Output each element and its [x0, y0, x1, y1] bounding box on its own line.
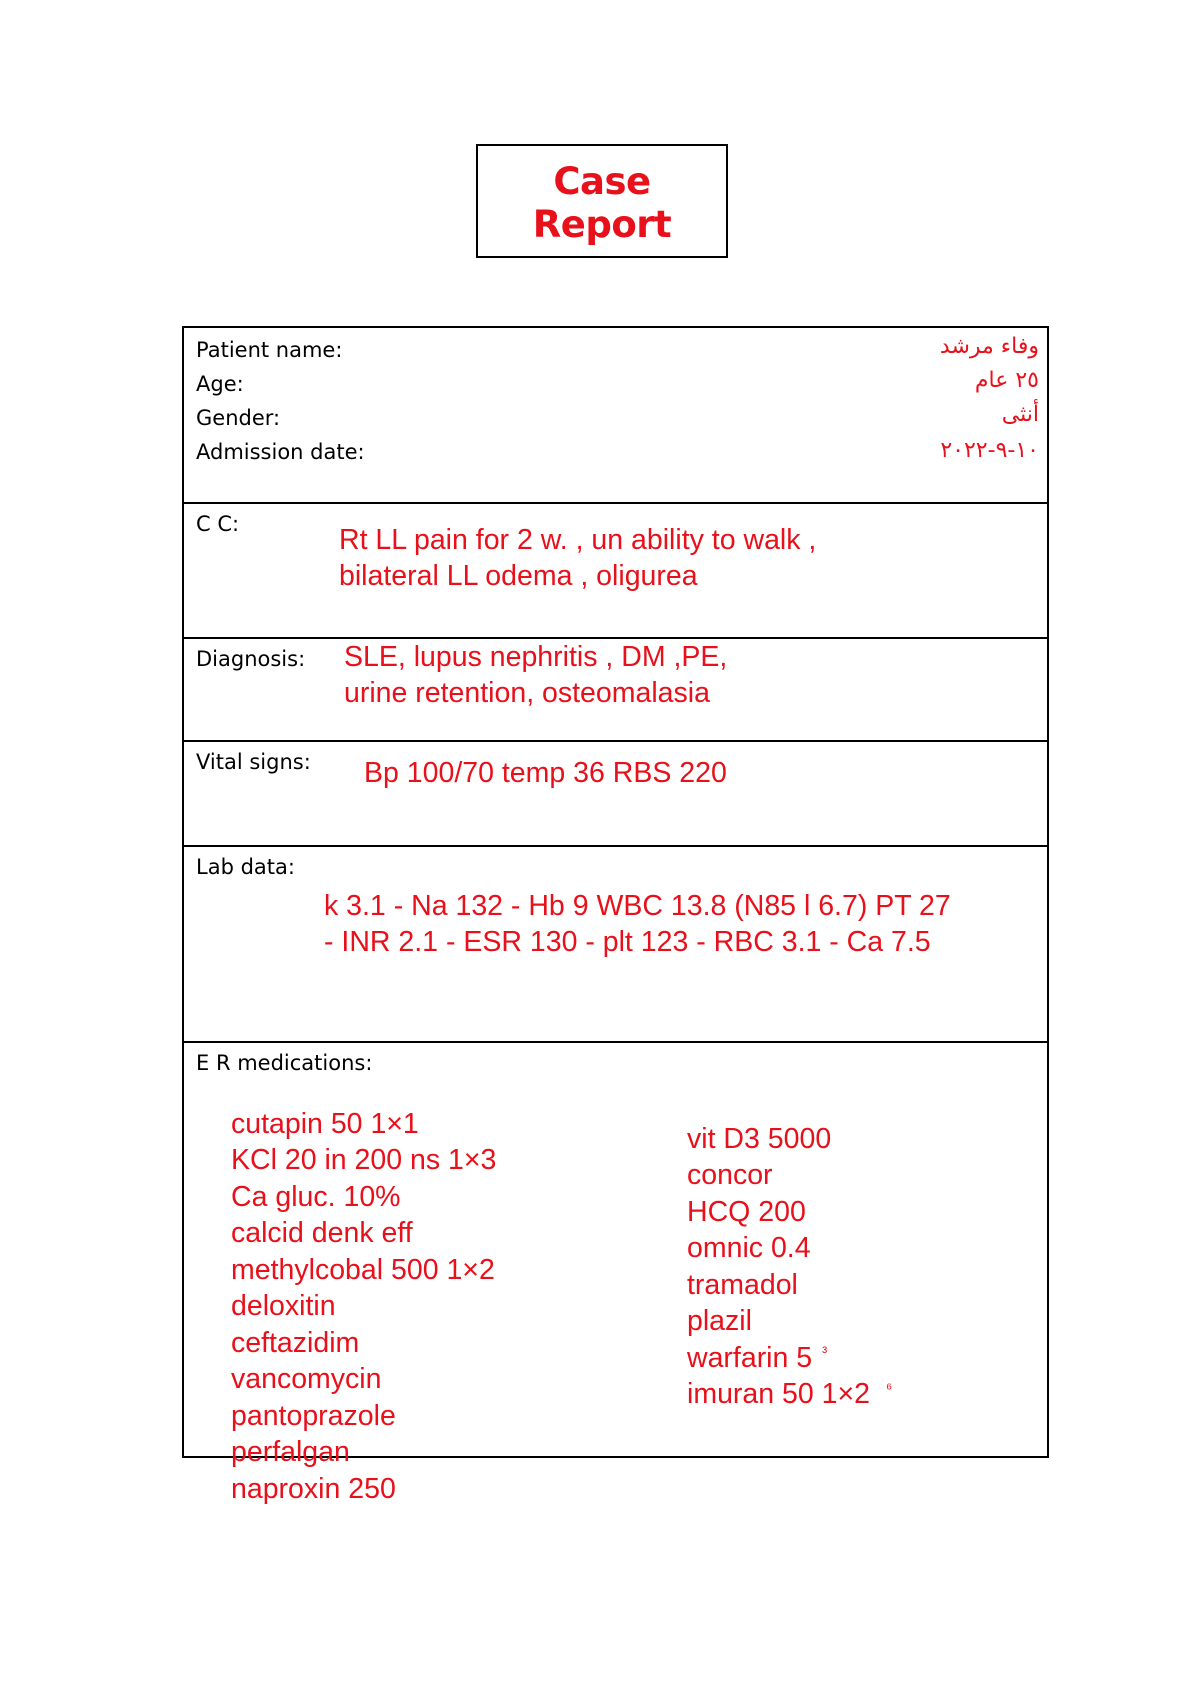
- med-item-text: imuran 50 1×2: [687, 1378, 870, 1410]
- med-item: perfalgan: [231, 1436, 350, 1468]
- med-item: ceftazidim: [231, 1327, 360, 1359]
- vital-signs-label: Vital signs:: [196, 750, 311, 774]
- med-item: methylcobal 500 1×2: [231, 1254, 495, 1286]
- med-item: Ca gluc. 10%: [231, 1181, 401, 1213]
- med-item: [687, 1342, 827, 1375]
- lab-data-line: - INR 2.1 - ESR 130 - plt 123 - RBC 3.1 - Ca 7.5: [324, 926, 931, 958]
- case-report-form: [182, 326, 1049, 1505]
- diagnosis-line: urine retention, osteomalasia: [344, 677, 710, 709]
- med-item: pantoprazole: [231, 1400, 396, 1432]
- admission-date-label: Admission date:: [196, 440, 365, 464]
- cc-label: C C:: [196, 512, 240, 536]
- divider: [184, 637, 1047, 639]
- med-item: naproxin 250: [231, 1473, 396, 1505]
- cc-line: Rt LL pain for 2 w. , un ability to walk ,: [339, 524, 817, 556]
- age-label: Age:: [196, 372, 244, 396]
- med-item: vit D3 5000: [687, 1123, 832, 1155]
- diagnosis-label: Diagnosis:: [196, 647, 306, 671]
- patient-name-label: Patient name:: [196, 338, 343, 362]
- gender-label: Gender:: [196, 406, 281, 430]
- cc-line: bilateral LL odema , oligurea: [339, 560, 698, 592]
- divider: [184, 1041, 1047, 1043]
- admission-date-value: ١٠-٩-٢٠٢٢: [940, 438, 1039, 463]
- med-item: calcid denk eff: [231, 1217, 413, 1249]
- med-item-mark: ³: [822, 1343, 828, 1361]
- med-item: deloxitin: [231, 1290, 336, 1322]
- patient-name-value: وفاء مرشد: [939, 334, 1039, 359]
- divider: [184, 845, 1047, 847]
- age-value: ٢٥ عام: [974, 368, 1039, 393]
- page-title: Case Report: [532, 160, 672, 246]
- med-item: HCQ 200: [687, 1196, 806, 1228]
- vital-signs-text: Bp 100/70 temp 36 RBS 220: [364, 757, 727, 789]
- diagnosis-line: SLE, lupus nephritis , DM ,PE,: [344, 641, 728, 673]
- lab-data-label: Lab data:: [196, 855, 295, 879]
- med-item: KCl 20 in 200 ns 1×3: [231, 1144, 497, 1176]
- er-medications-label: E R medications:: [196, 1051, 373, 1075]
- lab-data-line: k 3.1 - Na 132 - Hb 9 WBC 13.8 (N85 l 6.7) PT 27: [324, 890, 951, 922]
- med-item-text: warfarin 5: [687, 1342, 813, 1374]
- med-item: vancomycin: [231, 1363, 382, 1395]
- med-item: cutapin 50 1×1: [231, 1108, 419, 1140]
- med-item: tramadol: [687, 1269, 798, 1301]
- title-box: [476, 144, 728, 258]
- med-item: omnic 0.4: [687, 1232, 811, 1264]
- med-item: concor: [687, 1159, 773, 1191]
- med-item-mark: ⁶: [886, 1379, 893, 1397]
- med-item: plazil: [687, 1305, 752, 1337]
- divider: [184, 740, 1047, 742]
- divider: [184, 502, 1047, 504]
- gender-value: أنثى: [1001, 402, 1039, 427]
- med-item: [687, 1378, 892, 1411]
